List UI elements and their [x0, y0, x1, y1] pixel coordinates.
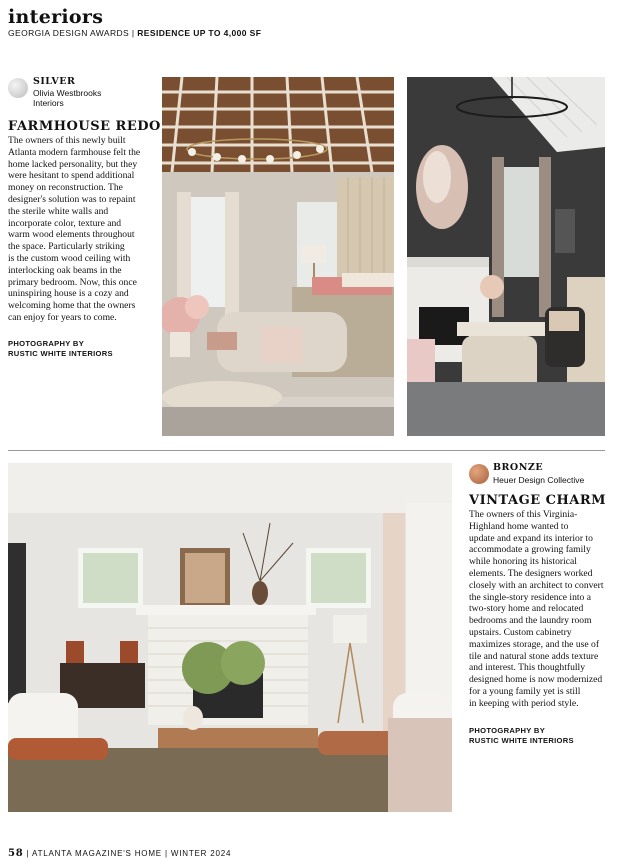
text-line: home lacked personality, but they: [8, 158, 138, 170]
text-line: is the custom wood ceiling with: [8, 252, 131, 264]
section-subtitle: [8, 28, 261, 38]
project-title: VINTAGE CHARM: [469, 493, 607, 508]
project-description: [8, 135, 158, 324]
project-description: [469, 509, 619, 710]
text-line: the single-story residence into a: [469, 591, 592, 603]
award-level: BRONZE: [493, 462, 544, 473]
bronze-award-icon: [469, 464, 489, 484]
photo-credit: [469, 726, 574, 746]
text-line: designed home is now modernized: [469, 674, 603, 686]
project-title: FARMHOUSE REDO: [8, 119, 161, 134]
credit-line: RUSTIC WHITE INTERIORS: [469, 736, 574, 745]
page-number: 58: [8, 848, 24, 859]
text-line: The owners of this Virginia-: [469, 509, 578, 520]
publication-name: ATLANTA MAGAZINE'S HOME: [32, 849, 162, 858]
living-room-photo: [8, 463, 452, 812]
award-level: SILVER: [33, 76, 76, 87]
credit-line: RUSTIC WHITE INTERIORS: [8, 349, 113, 358]
credit-line: PHOTOGRAPHY BY: [8, 339, 85, 348]
designer-name: [33, 88, 101, 108]
text-line: elements. The designers worked: [469, 567, 593, 579]
text-line: interlocking oak beams in the: [8, 264, 122, 276]
text-line: money on reconstruction. The: [8, 182, 123, 194]
office-photo: [407, 77, 605, 436]
text-line: maximizes storage, and the use of: [469, 638, 600, 650]
footer-separator: |: [26, 849, 30, 858]
page-footer: [8, 848, 231, 859]
text-line: uninspiring house is a cozy and: [8, 288, 129, 300]
credit-line: PHOTOGRAPHY BY: [469, 726, 546, 735]
text-line: two-story home and relocated: [469, 603, 584, 615]
text-line: were hesitant to spend additional: [8, 170, 135, 182]
text-line: warm wood elements throughout: [8, 229, 135, 241]
designer-name-line: Interiors: [33, 98, 64, 108]
text-line: the sterile white walls and: [8, 205, 109, 217]
text-line: in keeping with period style.: [469, 697, 579, 709]
subtitle-separator: |: [131, 28, 135, 38]
designer-name-line: Olivia Westbrooks: [33, 88, 102, 98]
awards-name: GEORGIA DESIGN AWARDS: [8, 28, 130, 38]
text-line: bedrooms and the laundry room: [469, 615, 592, 627]
footer-separator: |: [164, 849, 168, 858]
text-line: for a young family yet is still: [469, 685, 581, 697]
section-divider: [8, 450, 605, 451]
text-line: designer's solution was to repaint: [8, 193, 136, 205]
text-line: and interest. This thoughtfully: [469, 662, 586, 674]
text-line: Highland home wanted to: [469, 520, 569, 532]
text-line: tile and natural stone adds texture: [469, 650, 599, 662]
issue-date: WINTER 2024: [170, 849, 232, 858]
bedroom-photo: [162, 77, 394, 436]
designer-name: Heuer Design Collective: [493, 475, 585, 485]
award-category: RESIDENCE UP TO 4,000 SF: [137, 28, 262, 38]
text-line: upstairs. Custom cabinetry: [469, 626, 572, 638]
text-line: update and expand its interior to: [469, 532, 593, 544]
text-line: the space. Particularly striking: [8, 241, 125, 253]
text-line: incorporate color, texture and: [8, 217, 122, 229]
text-line: The owners of this newly built: [8, 135, 126, 146]
text-line: Atlanta modern farmhouse felt the: [8, 146, 141, 158]
photo-credit: [8, 339, 113, 359]
silver-award-icon: [8, 78, 28, 98]
text-line: primary bedroom. Now, this once: [8, 276, 137, 288]
text-line: while honoring its historical: [469, 556, 577, 568]
text-line: welcoming home that the owners: [8, 300, 136, 312]
text-line: closely with an architect to convert: [469, 579, 604, 591]
section-title: interiors: [8, 6, 104, 28]
text-line: accommodate a growing family: [469, 544, 591, 556]
text-line: can enjoy for years to come.: [8, 311, 117, 323]
